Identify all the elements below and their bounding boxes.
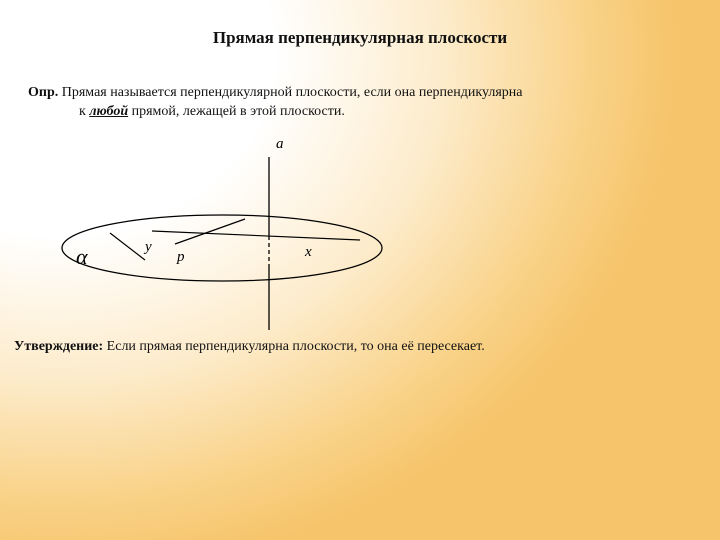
slide-title: Прямая перпендикулярная плоскости xyxy=(212,28,508,47)
definition-text: Прямая называется перпендикулярной плоскости, если она перпендикулярна xyxy=(58,85,523,100)
label-y: y xyxy=(145,239,152,255)
plane-alpha xyxy=(62,215,382,281)
statement-term: Утверждение: xyxy=(14,339,104,354)
statement xyxy=(14,339,485,355)
definition-line2-prefix: к xyxy=(79,104,90,119)
label-p: p xyxy=(177,249,185,265)
definition-emphasis: любой xyxy=(89,104,129,119)
line-y xyxy=(110,233,145,260)
definition-term: Опр. xyxy=(28,85,59,100)
label-alpha: α xyxy=(76,244,88,269)
label-x: x xyxy=(305,244,312,260)
statement-text: Если прямая перпендикулярна плоскости, то она её пересекает. xyxy=(103,339,485,354)
label-a: a xyxy=(276,136,284,152)
line-x xyxy=(152,231,360,240)
line-p xyxy=(175,219,245,244)
definition-line2-suffix: прямой, лежащей в этой плоскости. xyxy=(128,104,345,119)
